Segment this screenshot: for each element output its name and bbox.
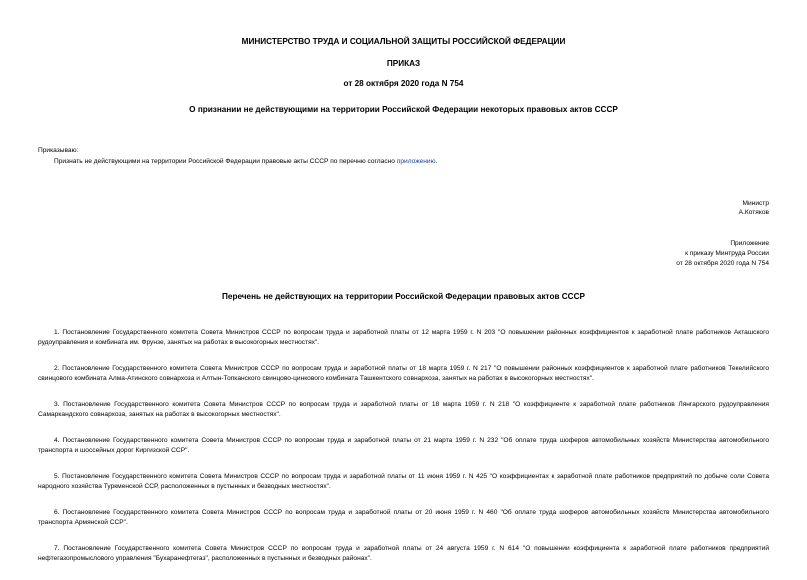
appendix-line1: Приложение [730,240,769,247]
list-item: 7. Постановление Государственного комитета Совета Министров СССР по вопросам труда и заработной платы от 24 августа 1959 г. N 614 "О повышении коэффициента к заработной плате работников предприятий нефтегазопромыслового управления "Бухаранефтегаз", расположенных в пустынных и безводных районах". [38,545,769,562]
list-item: 1. Постановление Государственного комитета Совета Министров СССР по вопросам труда и заработной платы от 12 марта 1959 г. N 203 "О повышении районных коэффициентов к заработной плате работников Акташского рудоуправления и комбината им. Фрунзе, занятых на работах в высокогорных местностях". [38,329,769,346]
signature-role: Министр [742,200,769,207]
appendix-line3: от 28 октября 2020 года N 754 [676,259,769,267]
order-date: от 28 октября 2020 года N 754 [343,79,464,88]
intro-end: . [435,158,438,165]
list-title: Перечень не действующих на территории Российской Федерации правовых актов СССР [222,292,585,301]
ministry-heading: МИНИСТЕРСТВО ТРУДА И СОЦИАЛЬНОЙ ЗАЩИТЫ РОССИЙСКОЙ ФЕДЕРАЦИИ [241,37,566,46]
list-item: 3. Постановление Государственного комитета Совета Министров СССР по вопросам труда и заработной платы от 18 марта 1959 г. N 218 "О коэффициенте к заработной плате работников Лянгарского рудоуправления Самаркандского совнархоза, занятых на работах в высокогорных местностях". [38,401,769,418]
list-item: 4. Постановление Государственного комитета Совета Министров СССР по вопросам труда и заработной платы от 21 марта 1959 г. N 232 "Об оплате труда шоферов автомобильных хозяйств Министерства автомобильного транспорта и шоссейных дорог Киргизской ССР". [38,437,769,454]
intro-paragraph [54,157,437,167]
order-heading: ПРИКАЗ [386,59,421,68]
order-title: О признании не действующими на территории Российской Федерации некоторых правовых актов СССР [189,105,618,114]
signature-name: А.Котяков [738,209,769,216]
appendix-link[interactable]: приложению [396,158,436,165]
list-item: 5. Постановление Государственного комитета Совета Министров СССР по вопросам труда и заработной платы от 11 июня 1959 г. N 425 "О коэффициентах к заработной плате работников предприятий по добыче соли Совета народного хозяйства Туркменской ССР, расположенных в пустынных и безводных местностях". [38,473,769,490]
intro-label: Приказываю: [38,147,79,154]
appendix-header [676,239,769,269]
list-item: 6. Постановление Государственного комитета Совета Министров СССР по вопросам труда и заработной платы от 20 июня 1959 г. N 460 "Об оплате труда шоферов автомобильных хозяйств Министерства автомобильного транспорта Армянской ССР". [38,509,769,526]
acts-list [38,328,769,580]
list-item: 2. Постановление Государственного комитета Совета Министров СССР по вопросам труда и заработной платы от 18 марта 1959 г. N 217 "О повышении районных коэффициентов к заработной плате работников Текелийского свинцового комбината Алма-Атинского совнархоза и Алтын-Топканского свинцово-цинкового комбината Ташкентского совнархоза, занятых на работах в высокогорных местностях". [38,365,769,382]
intro-text: Признать не действующими на территории Российской Федерации правовые акты СССР по перечню согласно [54,158,395,165]
appendix-line2: к приказу Минтруда России [685,249,769,257]
